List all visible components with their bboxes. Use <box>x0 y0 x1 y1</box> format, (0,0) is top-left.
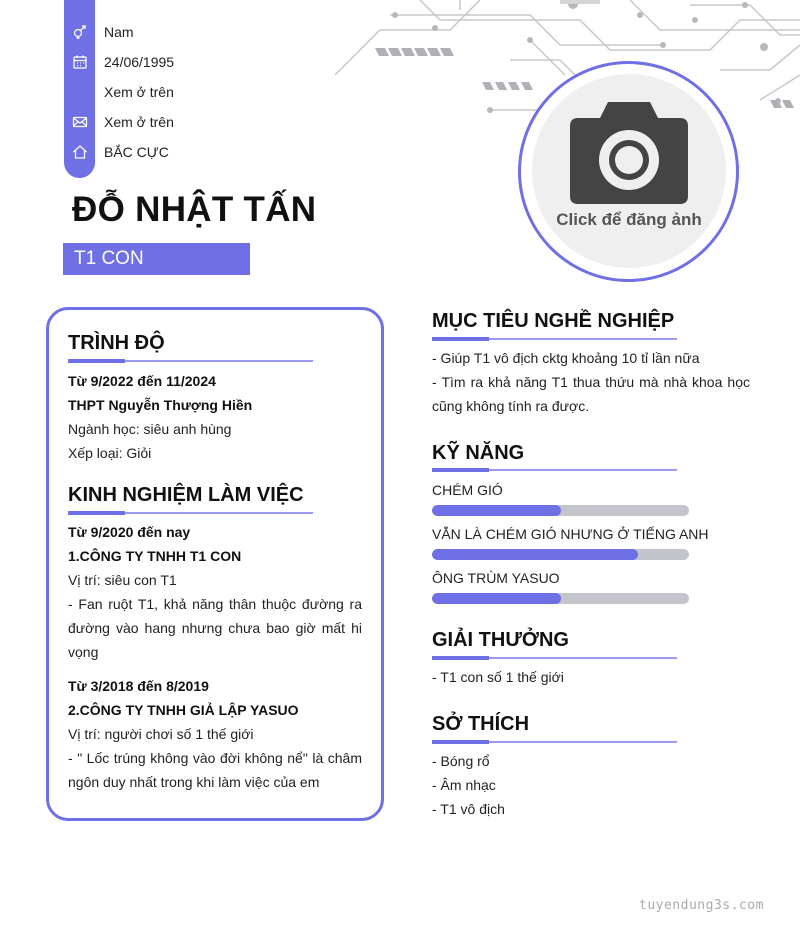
contact-address <box>64 137 364 167</box>
contact-phone <box>64 77 364 107</box>
phone-value: Xem ở trên <box>104 84 174 100</box>
camera-icon[interactable] <box>570 102 688 204</box>
objective-item: - Giúp T1 vô địch cktg khoảng 10 tỉ lần nữa <box>432 350 700 366</box>
education-school: THPT Nguyễn Thượng Hiền <box>68 397 253 413</box>
skills-title: KỸ NĂNG <box>432 442 525 464</box>
email-value: Xem ở trên <box>104 114 174 130</box>
avatar-upload-label[interactable]: Click để đăng ảnh <box>556 210 702 229</box>
education-period: Từ 9/2022 đến 11/2024 <box>68 373 216 389</box>
education-divider <box>68 360 313 362</box>
job-period: Từ 9/2020 đến nay <box>68 524 191 540</box>
mail-icon <box>64 107 95 137</box>
home-icon <box>64 137 95 167</box>
job-company: 2.CÔNG TY TNHH GIẢ LẬP YASUO <box>68 702 299 718</box>
skill-bar <box>432 549 689 560</box>
skills-divider <box>432 469 677 471</box>
skill-label: CHÉM GIÓ <box>432 482 503 498</box>
birthday-value: 24/06/1995 <box>104 54 175 70</box>
skill-bar-fill <box>432 505 561 516</box>
skill-bar <box>432 505 689 516</box>
job-description: - " Lốc trúng không vào đời không nể" là châm ngôn duy nhất trong khi làm việc của em <box>68 750 362 790</box>
education-major: Ngành học: siêu anh hùng <box>68 421 232 437</box>
experience-title: KINH NGHIỆM LÀM VIỆC <box>68 484 304 506</box>
skill-bar-fill <box>432 549 638 560</box>
gender-value: Nam <box>104 24 134 40</box>
candidate-name: ĐỖ NHẬT TẤN <box>72 190 317 229</box>
job-period: Từ 3/2018 đến 8/2019 <box>68 678 209 694</box>
education-grade: Xếp loại: Giỏi <box>68 445 152 461</box>
objective-item: - Tìm ra khả năng T1 thua thứu mà nhà khoa học cũng không tính ra được. <box>432 374 750 414</box>
contact-gender <box>64 17 364 47</box>
hobby-item: - T1 vô địch <box>432 801 505 817</box>
phone-icon <box>64 77 95 107</box>
hobbies-divider <box>432 741 677 743</box>
education-title: TRÌNH ĐỘ <box>68 332 165 354</box>
hobby-item: - Bóng rổ <box>432 753 490 769</box>
address-value: BẮC CỰC <box>104 144 169 160</box>
awards-title: GIẢI THƯỞNG <box>432 629 569 651</box>
skill-label: ÔNG TRÙM YASUO <box>432 570 560 586</box>
watermark: tuyendung3s.com <box>639 898 764 913</box>
award-item: - T1 con số 1 thế giới <box>432 669 564 685</box>
hobby-item: - Âm nhạc <box>432 777 496 793</box>
experience-divider <box>68 512 313 514</box>
objective-divider <box>432 338 677 340</box>
objective-title: MỤC TIÊU NGHỀ NGHIỆP <box>432 310 675 332</box>
job-company: 1.CÔNG TY TNHH T1 CON <box>68 548 242 564</box>
gender-icon <box>64 17 95 47</box>
hobbies-title: SỞ THÍCH <box>432 713 530 735</box>
contact-birthday <box>64 47 364 77</box>
job-description: - Fan ruột T1, khả năng thân thuộc đường ra đường vào hang nhưng chưa bao giờ mất hi vọng <box>68 596 362 660</box>
skill-bar <box>432 593 689 604</box>
job-position: Vị trí: người chơi số 1 thế giới <box>68 726 254 742</box>
skill-label: VẪN LÀ CHÉM GIÓ NHƯNG Ở TIẾNG ANH <box>432 526 709 542</box>
job-position: Vị trí: siêu con T1 <box>68 572 177 588</box>
contact-email <box>64 107 364 137</box>
calendar-icon <box>64 47 95 77</box>
skill-bar-fill <box>432 593 561 604</box>
awards-divider <box>432 657 677 659</box>
job-title: T1 CON <box>63 243 250 275</box>
